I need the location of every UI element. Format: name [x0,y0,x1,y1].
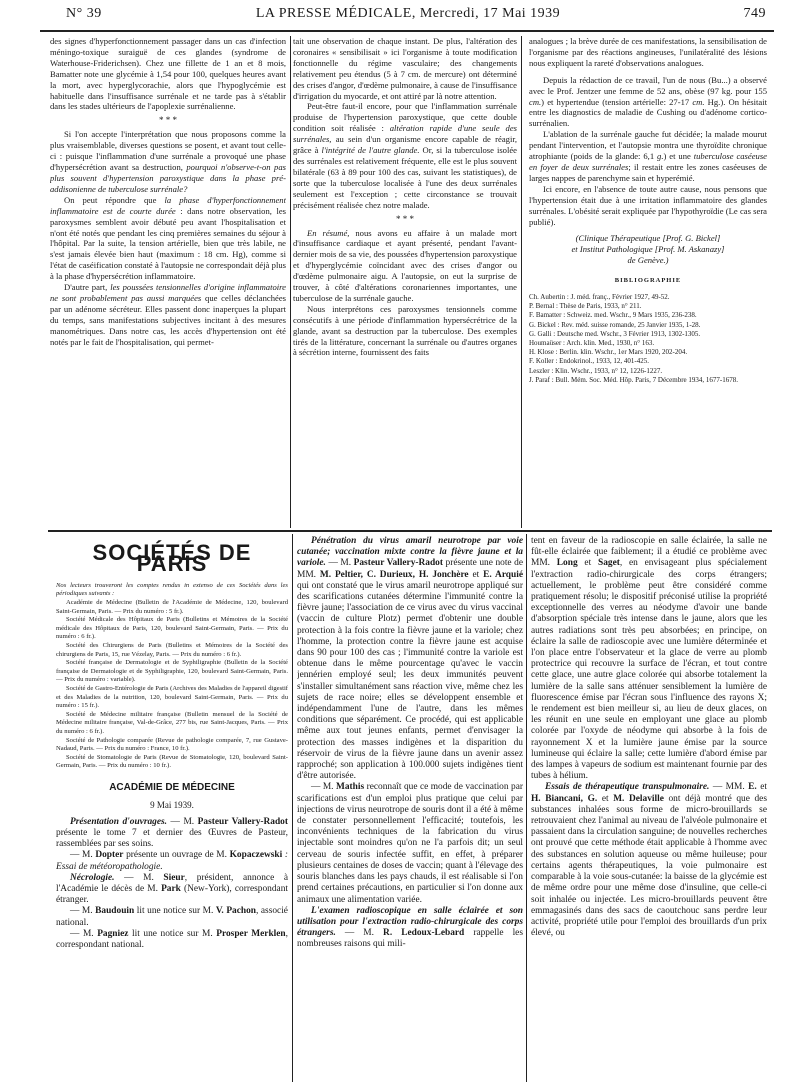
academie-column-2 [297,536,523,1082]
article-column-2 [293,36,517,528]
section-title: SOCIÉTÉS DE PARIS [92,540,252,576]
bibliography-entry: F. Koller : Endokrinol., 1933, 12, 401-425. [529,357,649,366]
list-item: Société française de Dermatologie et de Syphiligraphie (Bulletin de la Société française de Dermatologie et de Syphiligraphie, 120, boulevard Saint-Germain, Paris. — Prix du numéro : variable). [56,659,288,684]
list-item: Société de Médecine militaire française (Bulletin mensuel de la Société de Médecine militaire française, Val-de-Grâce, 277 bis, rue Saint-Jacques, Paris. — Prix du numéro : 6 fr.). [56,710,288,735]
list-item: Société de Stomatologie de Paris (Revue de Stomatologie, 120, boulevard Saint-Germain, Paris. — Prix du numéro : 10 fr.). [56,753,288,770]
journal-title: LA PRESSE MÉDICALE, Mercredi, 17 Mai 1939 [255,6,561,21]
bibliography-entry: Leszler : Klin. Wschr., 1933, n° 12, 1226-1227. [529,366,663,375]
paragraph: On peut répondre que la phase d'hyperfonctionnement inflammatoire est de courte durée : dans notre observation, les paroxysmes semblent avoir débuté peu avant l'hospitalisation et n'ont été notés que pendant les cinq premières semaines du séjour à l'hôpital. Par la suite, la tension artérielle, bien que très labile, ne s'est jamais élevée bien haut (maximum : 18 cm. Hg), comme si l'état de caséification constaté à l'autopsie ne correspondait déjà plus à la phase d'hypersécrétion inflammatoire. [50,194,286,282]
academie-heading: ACADÉMIE DE MÉDECINE [109,781,235,793]
paragraph: Si l'on accepte l'interprétation que nous proposons comme la plus vraisemblable, diverses questions se posent, et avant tout celle-ci : puisque l'inflammation d'une surrénale a provoqué une phase d'hypersécrétion avant sa destruction, pourquoi n'observe-t-on pas plus souvent d'hypertension paroxystique dans la phase pré-addisonienne de tuberculose surrénale? [50,129,286,194]
paragraph: Depuis la rédaction de ce travail, l'un de nous (Bu...) a observé avec le Prof. Jentzer une femme de 52 ans, obèse (97 kg. pour 155 cm.) et hypertendue (tension artérielle: 27-17 cm. Hg.). On hésitait entre les diagnostics de maladie de Cushing ou d'adénome cortico-surrénalien. [529,74,767,129]
bibliography-entry: F. Bamatter : Schweiz. med. Wschr., 9 Mars 1935, 236-238. [529,311,697,320]
list-item: Société de Pathologie comparée (Revue de pathologie comparée, 7, rue Gustave-Nadaud, Paris. — Prix du numéro : France, 10 fr.). [56,736,288,753]
paragraph: Nécrologie. — M. Sieur, président, annonce à l'Académie le décès de M. Park (New-York), correspondant étranger. [56,872,288,906]
header-rule [40,30,774,32]
bibliography-entry: H. Klose : Berlin. klin. Wschr., 1er Mars 1920, 202-204. [529,348,688,357]
paragraph: — M. Baudouin lit une notice sur M. V. Pachon, associé national. [56,906,288,928]
column-divider [290,36,291,528]
list-item: Société des Chirurgiens de Paris (Bulletins et Mémoires de la Société des chirurgiens de Paris, 15, rue Vézelay, Paris. — Prix du numéro : 6 fr.). [56,641,288,658]
section-separator: * * * [159,115,177,126]
bibliography-entry: Houmaüser : Arch. klin. Med., 1930, n° 163. [529,339,655,348]
paragraph: des signes d'hyperfonctionnement passager dans un cas d'infection méningo-toxique suraiguë de ces glandes (syndrome de Waterhouse-Friderichsen). Chez une fillette de 1 an et 8 mois, Bamatter note une glycémie à 1,54 pour 100, quelques heures avant la mort, avec hyperglycorachie, alors que l'hypoglycémie est habituelle dans l'insuffisance surrénale et ne tarde pas à s'établir dans les stades ultérieurs de l'apoplexie surrénalienne. [50,36,286,112]
paragraph: — M. Mathis reconnaît que ce mode de vaccination par scarifications est d'un emploi plus pratique que celui par injections de virus neurotrope de souris dont il a été à même de constater personnellement l'efficacité; toutefois, les inconvénients techniques de la fabrication du virus injectable sont moindres qu'on ne l'a parfois dit; un seul cerveau de souris infectée suffit, en effet, à préparer plusieurs centaines de doses de vaccin; quant à l'élevage des souris blanches dans les pays chauds, il est réalisable si l'on prend certaines précautions, en particulier si l'on donne aux animaux une alimentation variée. [297,782,523,905]
bibliography-entry: G. Galli : Deutsche med. Wschr., 3 Février 1913, 1302-1305. [529,329,701,338]
bibliography-entry: J. Paraf : Bull. Mém. Soc. Méd. Hôp. Paris, 7 Décembre 1934, 1677-1678. [529,375,738,384]
section-separator: * * * [396,213,414,224]
list-item: Société Médicale des Hôpitaux de Paris (Bulletins et Mémoires de la Société médicale des Hôpitaux de Paris, 120, boulevard Saint-Germain, Paris. — Prix du numéro : 6 fr.). [56,616,288,641]
bibliography-heading: BIBLIOGRAPHIE [614,277,682,285]
paragraph: analogues ; la brève durée de ces manifestations, la sensibilisation de l'organisme par des réactions angineuses, l'unilatéralité des lésions nous expliquent la rareté d'observations analogues. [529,36,767,68]
list-item: Académie de Médecine (Bulletin de l'Académie de Médecine, 120, boulevard Saint-Germain, Paris. — Prix du numéro : 5 fr.). [56,599,288,615]
bibliography-entry: P. Bernal : Thèse de Paris, 1933, n° 211. [529,302,642,311]
column-divider [526,534,527,1082]
list-item: Société de Gastro-Entérologie de Paris (Archives des Maladies de l'appareil digestif et des Maladies de la nutrition, 120, boulevard Saint-Germain, Paris. — Prix du numéro : 15 fr.). [56,684,288,710]
paragraph: D'autre part, les poussées tensionnelles d'origine inflammatoire ne sont probablement pas aussi marquées que celles déclanchées par un adénome sécréteur. Elles passent donc inaperçues la plupart du temps, sans manifestations subjectives incitant à des mesures manométriques. Dans notre cas, les accès d'hypertension ont été notés par le fait de l'hospitalisation, qui permet- [50,282,286,347]
bibliography-entry: Ch. Aubertin : J. méd. franç., Février 1927, 49-52. [529,293,670,302]
paragraph: Pénétration du virus amaril neurotrope par voie cutanée; vaccination mixte contre la fièvre jaune et la variole. — M. Pasteur Vallery-Radot présente une note de MM. M. Peltier, C. Durieux, H. Jonchère et E. Arquié qui ont constaté que le virus amaril neurotrope appliqué sur des scarifications cutanées détermine l'immunité contre la fièvre jaune; l'association de ce virus avec du virus vaccinal (vaccin de culture Plotz) permet d'obtenir une double protection à la fois contre la fièvre jaune et la variole; chez l'homme, la protection contre la fièvre jaune est acquise dans 90 pour 100 des cas ; l'immunité contre la variole est obtenue dans le même pourcentage qu'avec le vaccin jennérien employé seul; les deux immunités peuvent s'installer simultanément sans réaction vive, même chez les sujets de race noire; elles se développent ensemble et indépendamment l'une de l'autre, dans les mêmes conditions que séparément. Ce procédé, qui est applicable même aux tout jeunes enfants, permet d'envisager la protection des masses indigènes et la disparition du réservoir de virus de la fièvre jaune dans un avenir assez rapproché; son application à 100.000 sujets indigènes tient d'être autorisée. [297,536,523,782]
societes-intro: Nos lecteurs trouveront les comptes rendus in extenso de ces Sociétés dans les périodiques suivants : [56,581,288,598]
meeting-date: 9 Mai 1939. [150,799,194,810]
paragraph: Peut-être faut-il encore, pour que l'inflammation surrénale produise de l'hypertension paroxystique, que cette double condition soit réalisée : altération rapide d'une seule des surrénales, au sein d'un organisme encore capable de réagir, grâce à l'intégrité de l'autre glande. Or, si la tuberculose isolée des surrénales est relativement fréquente, elle est le plus souvent bilatérale (63 à 89 pour 100 des cas, suivant les statistiques), de sorte que la tuberculose localisée à l'une des deux surrénales seulement est l'exception ; cette circonstance se trouvait précisément réalisée chez notre malade. [293,101,517,210]
societes-list [56,582,288,771]
paragraph: Ici encore, en l'absence de toute autre cause, nous pensons que l'hypertension était due à une irritation inflammatoire des glandes surrénales. L'obésité serait expliquée par l'hypothyroïdie (Le cas sera publié). [529,183,767,227]
column-divider [521,36,522,528]
paragraph: Nous interprétons ces paroxysmes tensionnels comme consécutifs à une période d'inflammation hypersécrétrice de la glande, avant sa destruction par la tuberculose. Des exemples tirés de la littérature, concernant la surrénale ou d'autres organes à sécrétion interne, fournissent des faits [293,303,517,358]
paragraph: L'ablation de la surrénale gauche fut décidée; la malade mourut pendant l'intervention, et l'autopsie montra une thyroïdite chronique atrophiante (poids de la glande: 6,1 g.) et une tuberculose caséeuse en foyer de deux surrénales; il restait entre les zones caséeuses de larges nappes de parenchyme sain et hyperémié. [529,129,767,183]
paragraph: — M. Dopter présente un ouvrage de M. Kopaczewski : Essai de météoropathologie. [56,850,288,872]
bibliography-entry: G. Bickel : Rev. méd. suisse romande, 25 Janvier 1935, 1-28. [529,320,701,329]
affiliation: (Clinique Thérapeutique [Prof. G. Bickel] et Institut Pathologique [Prof. M. Askanazy] de Genève.) [571,233,725,266]
article-column-3 [529,36,767,528]
paragraph: tait une observation de chaque instant. De plus, l'altération des coronaires « sensibilisait » ici l'organisme à toute modification fonctionnelle du régime vasculaire; des changements relativement peu étendus (5 à 7 cm. de mercure) ont déterminé des crises d'angor, d'œdème pulmonaire, à cause de l'insuffisance d'irrigation du myocarde, et ont attiré par là notre attention. [293,36,517,101]
page-header [44,6,772,32]
paragraph: Présentation d'ouvrages. — M. Pasteur Vallery-Radot présente le tome 7 et dernier des Œuvres de Pasteur, rassemblées par ses soins. [56,816,288,850]
paragraph: Essais de thérapeutique transpulmonaire. — MM. E. et H. Biancani, G. et M. Delaville ont déjà montré que des substances inhalées sous forme de micro-brouillards se retrouvaient chez l'animal au niveau de l'alvéole pulmonaire et passaient dans la circulation sanguine; de nouvelles recherches ont prouvé que cette méthode était applicable à l'homme avec des substances en solution aqueuse ou même huileuse; pour certains agents thérapeutiques, la voie pulmonaire est comparable à la voie sous-cutanée: la baisse de la glycémie est de même ordre pour une même dose d'insuline, que celle-ci soit inhalée ou injectée. Les micro-brouillards peuvent être emmagasinés dans des sacs de caoutchouc sans perdre leur activité, propriété utile pour l'emploi des brouillards d'un prix élevé, ou [531,782,767,939]
bibliography-list [529,293,767,385]
paragraph: En résumé, nous avons eu affaire à un malade mort d'insuffisance cardiaque et ayant présenté, pendant l'avant-dernier mois de sa vie, des poussées d'hypertension paroxystique et d'hyperglycémie coïncidant avec des crises d'angor ou d'œdème pulmonaire aigu. A l'autopsie, on eut la surprise de trouver, à côté d'altérations coronariennes importantes, une tuberculose de la surrénale gauche. [293,227,517,303]
column-divider [292,534,293,1082]
paragraph: L'examen radioscopique en salle éclairée et son utilisation pour l'extraction radio-chirurgicale des corps étrangers. — M. R. Ledoux-Lebard rappelle les nombreuses raisons qui mili- [297,905,523,950]
page-number: 749 [743,6,766,21]
societes-column [56,534,288,1082]
article-column-1 [50,36,286,528]
paragraph: tent en faveur de la radioscopie en salle éclairée, la salle ne fût-elle éclairée que faiblement; il a étudié ce problème avec MM. Long et Saget, en envisageant plus spécialement l'extraction radio-chirurgicale des corps étrangers; actuellement, le problème peut être considéré comme pratiquement résolu; le dispositif préconisé utilise la propriété exceptionnelle des verres au néodyme d'avoir une bande d'absorption spéciale très intense dans le jaune, alors que les autres radiations sont très peu absorbées; en principe, on éclaire la salle de radioscopie avec une lumière déterminée et l'on place entre l'observateur et la glace de verre au plomb protectrice qui recouvre la surface de l'écran, et tout contre cette glace, une autre glace colorée qui absorbe totalement la lumière de la salle sans atténuer sensiblement la lumière de fluorescence émise par l'écran sous l'influence des rayons X; le rendement est bien meilleur si, au lieu de deux glaces, on les réunit en une seule en employant une glace au plomb colorée par l'oxyde de néodyme qui absorbe à la fois de rayonnement X et la lumière jaune émise par la source lumineuse qui éclaire la salle; cette lumière d'abord émise par des lampes à vapeurs de sodium est maintenant fournie par des tubes à hélium. [531,536,767,782]
section-rule [48,530,772,532]
academie-column-3 [531,536,767,1082]
paragraph: — M. Pagniez lit une notice sur M. Prosper Merklen, correspondant national. [56,928,288,950]
issue-number: N° 39 [66,6,102,21]
